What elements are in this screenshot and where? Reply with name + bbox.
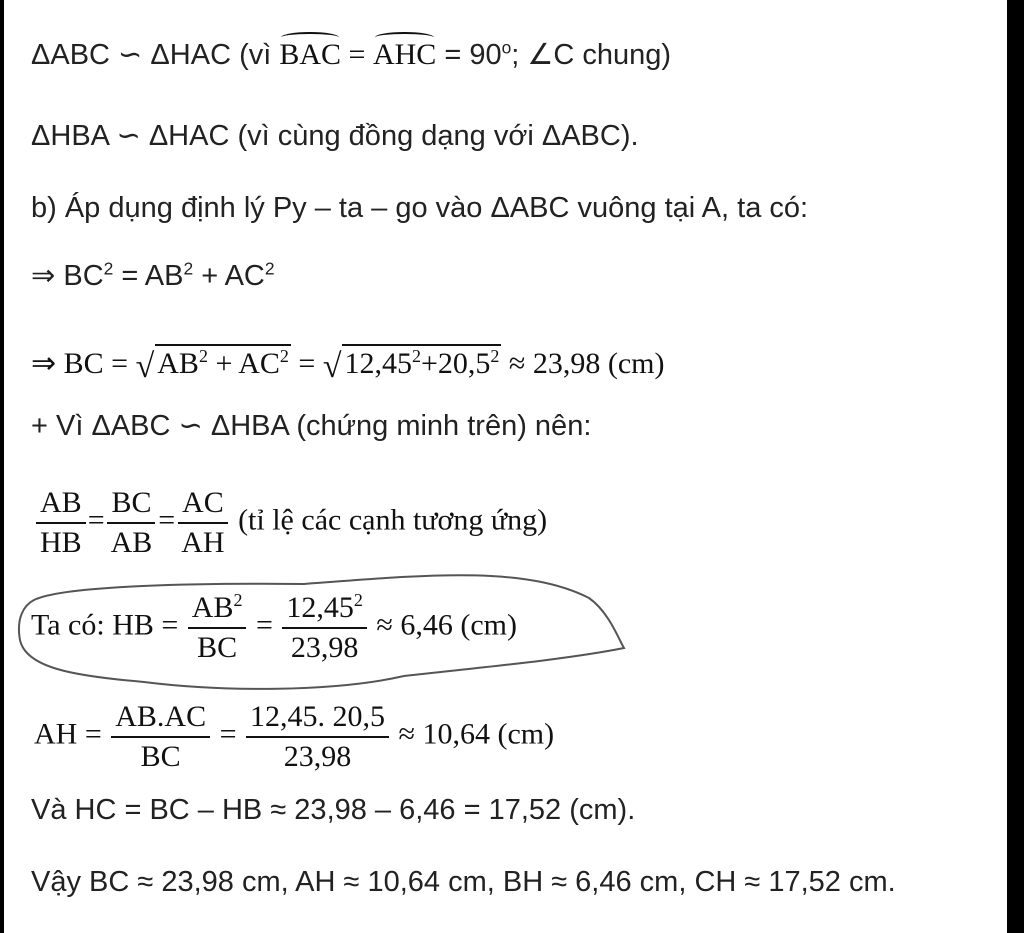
similarity-line-1 <box>31 37 671 72</box>
num: AB <box>36 484 86 524</box>
l4-b: = AB <box>113 260 184 292</box>
num-sup: 2 <box>353 590 363 610</box>
den: 23,98 <box>290 630 359 664</box>
l5-eq: = <box>290 347 323 380</box>
ah-computation: AH = $\frac{AB.AC}{BC}$ = $\frac{12,45. 20,5}{23,98}$ ≈ 10,64 (cm) <box>34 698 554 775</box>
part-b-heading: b) Áp dụng định lý Py – ta – go vào ΔABC vuông tại A, ta có: <box>31 192 809 224</box>
l9-result: ≈ 10,64 (cm) <box>391 717 555 751</box>
l4-sup2: 2 <box>183 258 194 279</box>
fraction-ac-ah <box>177 484 228 561</box>
l8-pre: Ta có: HB = <box>31 608 186 642</box>
bc-computation <box>31 344 665 386</box>
den: HB <box>40 525 82 559</box>
num-sup: 2 <box>233 590 243 610</box>
solution-card <box>4 0 1007 933</box>
num-text: AB <box>191 591 234 624</box>
r1-a: AB <box>157 347 199 380</box>
l4-a: ⇒ BC <box>31 260 104 292</box>
sqrt-sign-2: √ <box>322 348 342 385</box>
l9-pre: AH = <box>34 717 110 751</box>
r1-b: + AC <box>207 347 280 380</box>
similarity-statement: + Vì ΔABC ∽ ΔHBA (chứng minh trên) nên: <box>31 410 592 442</box>
num <box>188 589 247 629</box>
line1-text-c: ; ∠C chung) <box>511 39 672 71</box>
num: AC <box>178 484 228 524</box>
den: BC <box>140 739 181 773</box>
r2-sb: 2 <box>490 346 500 366</box>
right-border <box>1007 0 1024 933</box>
num-text: 12,45 <box>286 591 354 624</box>
den: 23,98 <box>283 739 352 773</box>
r1-sb: 2 <box>279 346 289 366</box>
angle-ahc: AHC <box>372 38 437 71</box>
line1-eq: = <box>341 38 373 71</box>
fraction-numeric-ah <box>246 698 389 775</box>
ratio-note: (tỉ lệ các cạnh tương ứng) <box>230 503 548 537</box>
degree-symbol: o <box>501 37 512 58</box>
l4-sup1: 2 <box>103 258 114 279</box>
sqrt-sign-1: √ <box>135 348 155 385</box>
num: AB.AC <box>111 698 210 738</box>
r2-b: +20,5 <box>420 347 491 380</box>
l4-c: + AC <box>193 260 265 292</box>
r2-sa: 2 <box>411 346 421 366</box>
den: AB <box>110 525 153 559</box>
similarity-line-2: ΔHBA ∽ ΔHAC (vì cùng đồng dạng với ΔABC). <box>31 120 639 152</box>
hc-computation: Và HC = BC – HB ≈ 23,98 – 6,46 = 17,52 (cm). <box>31 794 636 826</box>
conclusion: Vậy BC ≈ 23,98 cm, AH ≈ 10,64 cm, BH ≈ 6,46 cm, CH ≈ 17,52 cm. <box>31 866 896 898</box>
l5-result: ≈ 23,98 (cm) <box>501 347 665 380</box>
l5-a: ⇒ BC = <box>31 347 136 380</box>
radicand-2 <box>342 344 501 381</box>
pythagoras-equation <box>31 258 275 293</box>
line1-text-b: = 90 <box>436 39 502 71</box>
l8-result: ≈ 6,46 (cm) <box>368 608 518 642</box>
fraction-numeric-hb <box>282 589 367 666</box>
fraction-bc-ab <box>107 484 157 561</box>
num: BC <box>107 484 155 524</box>
fraction-abac-bc <box>111 698 210 775</box>
l4-sup3: 2 <box>264 258 275 279</box>
den: BC <box>197 630 238 664</box>
radicand-1 <box>155 344 291 381</box>
angle-bac: BAC <box>279 38 342 71</box>
line1-text-a: ΔABC ∽ ΔHAC (vì <box>31 39 280 71</box>
r2-a: 12,45 <box>344 347 412 380</box>
fraction-ab-hb <box>36 484 86 561</box>
r1-sa: 2 <box>198 346 208 366</box>
den: AH <box>181 525 225 559</box>
fraction-ab2-bc <box>188 589 247 666</box>
num <box>282 589 367 629</box>
num: 12,45. 20,5 <box>246 698 389 738</box>
ratio-equation: $\frac{AB}{HB}$ = $\frac{BC}{AB}$ = $\frac{AC}{AH}$ (tỉ lệ các cạnh tương ứng) <box>34 484 547 561</box>
hb-computation: Ta có: HB = $\frac{AB^2}{BC}$ = $\frac{12,45^2}{23,98}$ ≈ 6,46 (cm) <box>31 589 517 666</box>
